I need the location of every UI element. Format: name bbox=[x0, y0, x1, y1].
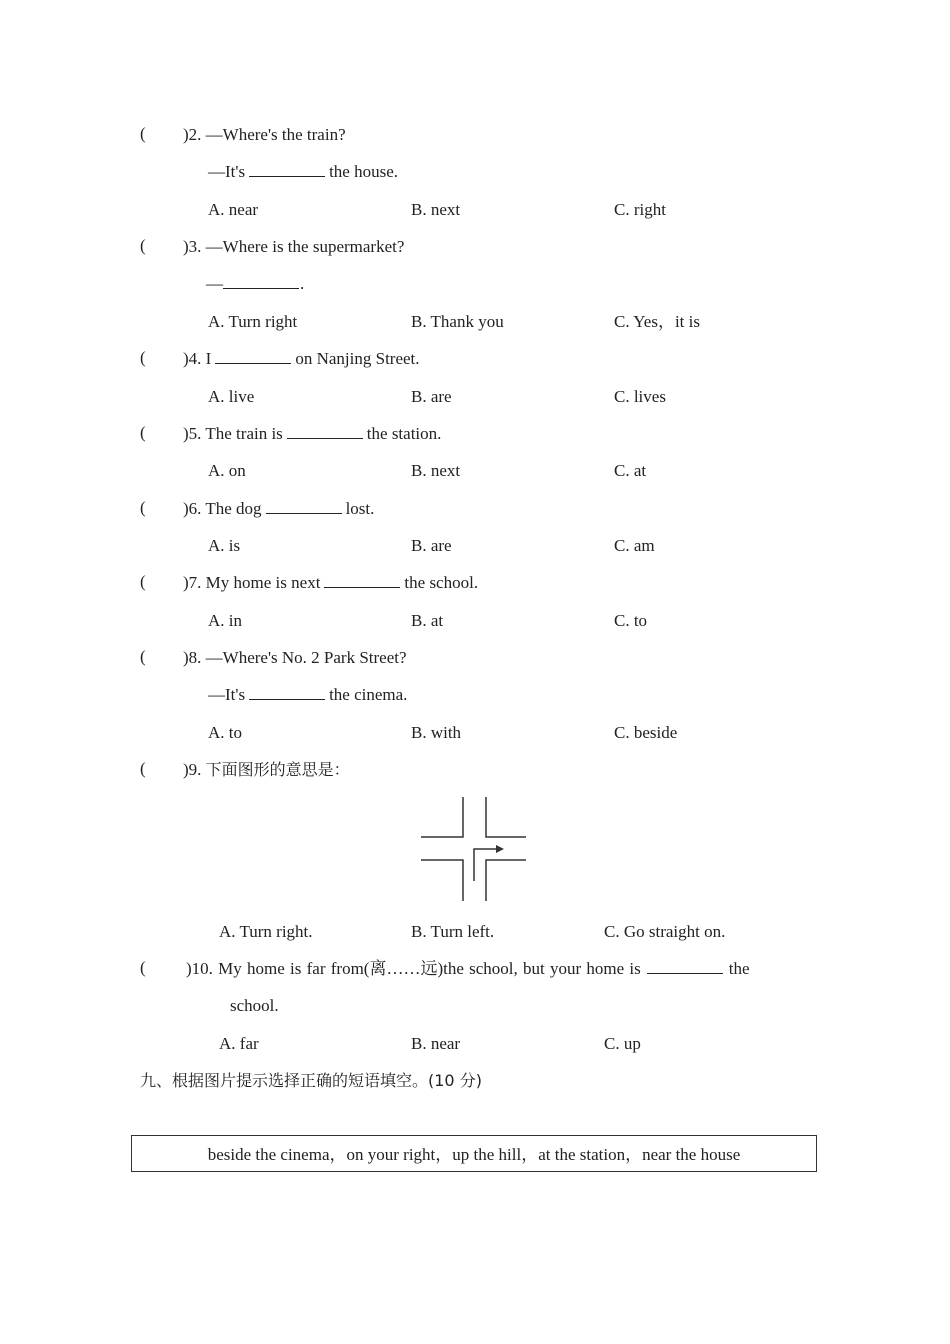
option-c[interactable]: C. to bbox=[614, 611, 648, 630]
option-c[interactable]: C. right bbox=[614, 200, 666, 219]
answer-paren: ( bbox=[140, 498, 146, 517]
option-b[interactable]: B. with bbox=[411, 723, 462, 742]
answer-paren: ( bbox=[140, 423, 146, 442]
option-a[interactable]: A. is bbox=[208, 536, 241, 555]
crossroad-turn-right-icon bbox=[418, 795, 528, 905]
answer-blank[interactable] bbox=[249, 161, 325, 177]
option-c[interactable]: C. lives bbox=[614, 387, 666, 406]
question-8-answer-line: —It's the cinema. bbox=[208, 685, 408, 704]
option-c[interactable]: C. up bbox=[604, 1034, 641, 1053]
option-b[interactable]: B. Turn left. bbox=[411, 922, 495, 941]
option-b[interactable]: B. at bbox=[411, 611, 444, 630]
answer-blank[interactable] bbox=[647, 958, 723, 974]
option-b[interactable]: B. Thank you bbox=[411, 312, 504, 331]
question-4: )4. I on Nanjing Street. bbox=[183, 349, 420, 368]
answer-paren: ( bbox=[140, 236, 146, 255]
question-2 bbox=[183, 124, 346, 146]
question-9: )9. 下面图形的意思是： bbox=[183, 760, 350, 779]
question-10: )10. My home is far from(离……远)the school, but your home is the bbox=[186, 959, 750, 978]
question-8: )8. —Where's No. 2 Park Street? bbox=[183, 648, 407, 667]
option-b[interactable]: B. near bbox=[411, 1034, 461, 1053]
answer-blank[interactable] bbox=[249, 684, 325, 700]
question-3-answer-line: — . bbox=[206, 274, 305, 293]
question-5: )5. The train is the station. bbox=[183, 424, 442, 443]
option-a[interactable]: A. to bbox=[208, 723, 242, 742]
option-c[interactable]: C. at bbox=[614, 461, 647, 480]
option-c[interactable]: C. Yes，it is bbox=[614, 312, 700, 331]
option-a[interactable]: A. far bbox=[219, 1034, 259, 1053]
question-number: )2. bbox=[183, 125, 202, 144]
answer-blank[interactable] bbox=[324, 572, 400, 588]
option-b[interactable]: B. next bbox=[411, 200, 461, 219]
question-6: )6. The dog lost. bbox=[183, 499, 375, 518]
option-c[interactable]: C. beside bbox=[614, 723, 678, 742]
option-b[interactable]: B. are bbox=[411, 536, 452, 555]
answer-paren: ( bbox=[140, 759, 146, 778]
option-c[interactable]: C. am bbox=[614, 536, 655, 555]
answer-blank[interactable] bbox=[266, 498, 342, 514]
answer-blank[interactable] bbox=[215, 348, 291, 364]
option-a[interactable]: A. on bbox=[208, 461, 246, 480]
option-b[interactable]: B. next bbox=[411, 461, 461, 480]
option-a[interactable]: A. Turn right. bbox=[219, 922, 313, 941]
answer-paren: ( bbox=[140, 572, 146, 591]
option-a[interactable]: A. Turn right bbox=[208, 312, 298, 331]
option-a[interactable]: A. in bbox=[208, 611, 242, 630]
answer-blank[interactable] bbox=[287, 423, 363, 439]
word-bank-box: beside the cinema，on your right，up the hill，at the station，near the house bbox=[131, 1135, 817, 1172]
question-3: )3. —Where is the supermarket? bbox=[183, 237, 405, 256]
answer-paren: ( bbox=[140, 647, 146, 666]
answer-paren: ( bbox=[140, 958, 146, 977]
question-7: )7. My home is next the school. bbox=[183, 573, 479, 592]
option-b[interactable]: B. are bbox=[411, 387, 452, 406]
option-a[interactable]: A. near bbox=[208, 200, 259, 219]
question-stem: —Where's the train? bbox=[205, 125, 346, 144]
option-c[interactable]: C. Go straight on. bbox=[604, 922, 726, 941]
option-a[interactable]: A. live bbox=[208, 387, 255, 406]
question-10-continuation: school. bbox=[230, 996, 279, 1015]
question-2-answer-line: —It's the house. bbox=[208, 162, 399, 181]
answer-blank[interactable] bbox=[223, 273, 299, 289]
section-title: 九、根据图片提示选择正确的短语填空。(10 分) bbox=[140, 1071, 482, 1090]
answer-paren: ( bbox=[140, 124, 146, 143]
answer-paren: ( bbox=[140, 348, 146, 367]
